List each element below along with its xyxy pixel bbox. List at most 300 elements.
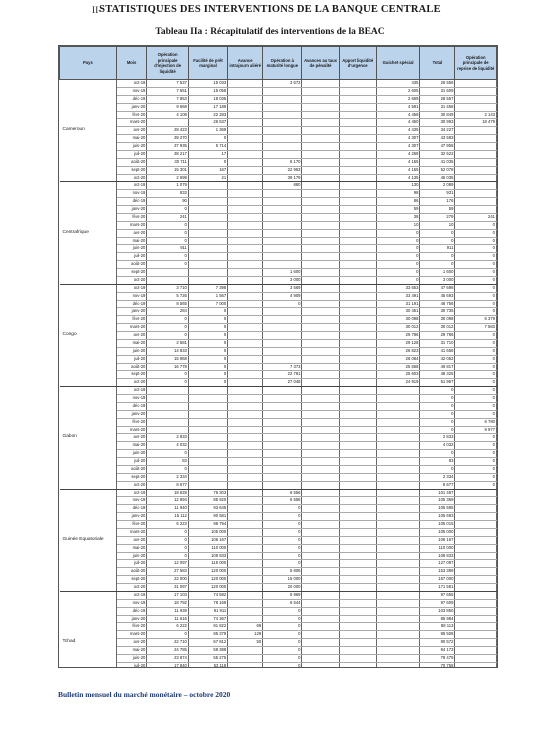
value-cell bbox=[228, 135, 263, 143]
value-cell: 25 603 bbox=[376, 371, 420, 379]
value-cell bbox=[263, 150, 302, 158]
value-cell: 0 bbox=[147, 332, 189, 340]
value-cell bbox=[376, 450, 420, 458]
month-cell: oct-20 bbox=[116, 584, 147, 592]
value-cell bbox=[263, 135, 302, 143]
value-cell: 0 bbox=[147, 379, 189, 387]
value-cell: 17 bbox=[188, 150, 227, 158]
value-cell bbox=[376, 489, 420, 497]
value-cell bbox=[339, 158, 376, 166]
value-cell bbox=[455, 521, 497, 529]
table-row bbox=[60, 442, 497, 450]
table-row bbox=[60, 111, 497, 119]
value-cell bbox=[339, 402, 376, 410]
value-cell: 11 616 bbox=[147, 615, 189, 623]
month-cell: juil-20 bbox=[116, 355, 147, 363]
value-cell: 0 bbox=[455, 465, 497, 473]
value-cell bbox=[376, 631, 420, 639]
value-cell bbox=[376, 387, 420, 395]
value-cell: 85 984 bbox=[420, 615, 455, 623]
value-cell bbox=[376, 552, 420, 560]
value-cell bbox=[376, 662, 420, 668]
month-cell: août-20 bbox=[116, 261, 147, 269]
value-cell: 9 977 bbox=[455, 426, 497, 434]
value-cell bbox=[263, 213, 302, 221]
value-cell: 3 000 bbox=[420, 276, 455, 284]
value-cell bbox=[455, 103, 497, 111]
value-cell bbox=[302, 276, 339, 284]
value-cell bbox=[339, 371, 376, 379]
value-cell: 0 bbox=[455, 481, 497, 489]
value-cell: 7 537 bbox=[147, 80, 189, 88]
value-cell bbox=[147, 119, 189, 127]
value-cell bbox=[228, 654, 263, 662]
page-title bbox=[0, 4, 540, 15]
value-cell bbox=[228, 269, 263, 277]
month-cell: janv-20 bbox=[116, 513, 147, 521]
table-row bbox=[60, 276, 497, 284]
table-row bbox=[60, 119, 497, 127]
value-cell: 22 283 bbox=[188, 111, 227, 119]
value-cell bbox=[188, 450, 227, 458]
value-cell: 0 bbox=[455, 221, 497, 229]
table-row bbox=[60, 87, 497, 95]
value-cell: 0 bbox=[420, 465, 455, 473]
value-cell: 0 bbox=[455, 379, 497, 387]
value-cell: 4 435 bbox=[376, 127, 420, 135]
table-row bbox=[60, 473, 497, 481]
value-cell bbox=[339, 95, 376, 103]
value-cell bbox=[188, 387, 227, 395]
value-cell bbox=[455, 87, 497, 95]
value-cell: 931 bbox=[420, 190, 455, 198]
value-cell bbox=[228, 410, 263, 418]
value-cell bbox=[228, 465, 263, 473]
value-cell bbox=[339, 150, 376, 158]
month-cell: déc-19 bbox=[116, 198, 147, 206]
column-header: Avance intrajourn aliéré bbox=[228, 47, 263, 80]
value-cell: 0 bbox=[263, 623, 302, 631]
value-cell: 0 bbox=[263, 300, 302, 308]
value-cell: 4 450 bbox=[376, 119, 420, 127]
value-cell bbox=[455, 497, 497, 505]
table-row bbox=[60, 639, 497, 647]
value-cell bbox=[188, 269, 227, 277]
value-cell bbox=[188, 402, 227, 410]
value-cell: 0 bbox=[455, 237, 497, 245]
section-number: II- bbox=[92, 5, 102, 15]
month-cell: juin-20 bbox=[116, 552, 147, 560]
value-cell bbox=[455, 158, 497, 166]
value-cell bbox=[302, 269, 339, 277]
value-cell bbox=[455, 166, 497, 174]
value-cell bbox=[339, 481, 376, 489]
value-cell bbox=[339, 261, 376, 269]
value-cell: 32 522 bbox=[420, 150, 455, 158]
table-row bbox=[60, 654, 497, 662]
month-cell: août-20 bbox=[116, 465, 147, 473]
value-cell: 0 bbox=[263, 513, 302, 521]
value-cell bbox=[302, 355, 339, 363]
value-cell bbox=[228, 213, 263, 221]
column-header: Pays bbox=[60, 47, 117, 80]
value-cell: 7 853 bbox=[147, 95, 189, 103]
value-cell: 4 155 bbox=[376, 166, 420, 174]
value-cell bbox=[228, 387, 263, 395]
value-cell bbox=[302, 379, 339, 387]
value-cell bbox=[302, 402, 339, 410]
value-cell bbox=[302, 552, 339, 560]
value-cell: 2 833 bbox=[420, 434, 455, 442]
value-cell bbox=[302, 182, 339, 190]
value-cell: 0 bbox=[263, 544, 302, 552]
value-cell: 0 bbox=[147, 261, 189, 269]
month-cell: janv-20 bbox=[116, 308, 147, 316]
value-cell bbox=[228, 434, 263, 442]
value-cell bbox=[147, 269, 189, 277]
value-cell bbox=[339, 591, 376, 599]
value-cell bbox=[455, 654, 497, 662]
value-cell bbox=[302, 261, 339, 269]
value-cell bbox=[339, 521, 376, 529]
value-cell: 25 668 bbox=[376, 363, 420, 371]
value-cell: 0 bbox=[147, 221, 189, 229]
table-body bbox=[60, 80, 497, 669]
month-cell: janv-20 bbox=[116, 410, 147, 418]
value-cell bbox=[228, 198, 263, 206]
table-row bbox=[60, 261, 497, 269]
value-cell: 0 bbox=[420, 395, 455, 403]
value-cell: 4 032 bbox=[147, 442, 189, 450]
value-cell: 33 653 bbox=[376, 284, 420, 292]
month-cell: mai-20 bbox=[116, 544, 147, 552]
value-cell bbox=[263, 103, 302, 111]
value-cell bbox=[376, 442, 420, 450]
month-cell: avr-20 bbox=[116, 229, 147, 237]
value-cell bbox=[188, 395, 227, 403]
month-cell: oct-19 bbox=[116, 284, 147, 292]
value-cell bbox=[263, 458, 302, 466]
value-cell bbox=[339, 182, 376, 190]
value-cell: 1 079 bbox=[147, 182, 189, 190]
value-cell: 9 668 bbox=[147, 103, 189, 111]
value-cell: 11 940 bbox=[147, 505, 189, 513]
value-cell bbox=[188, 442, 227, 450]
value-cell: 47 698 bbox=[420, 284, 455, 292]
value-cell bbox=[302, 521, 339, 529]
value-cell: 0 bbox=[188, 363, 227, 371]
table-row bbox=[60, 300, 497, 308]
value-cell: 15 000 bbox=[263, 576, 302, 584]
value-cell: 284 bbox=[147, 308, 189, 316]
value-cell bbox=[376, 402, 420, 410]
value-cell bbox=[228, 221, 263, 229]
value-cell: 30 098 bbox=[420, 316, 455, 324]
value-cell: 1 600 bbox=[263, 269, 302, 277]
value-cell bbox=[188, 465, 227, 473]
table-container bbox=[58, 45, 498, 668]
value-cell: 86 bbox=[376, 198, 420, 206]
value-cell: 0 bbox=[455, 458, 497, 466]
value-cell: 0 bbox=[263, 647, 302, 655]
value-cell: 5 714 bbox=[188, 143, 227, 151]
value-cell: 4 032 bbox=[420, 442, 455, 450]
value-cell: 7 373 bbox=[263, 363, 302, 371]
value-cell bbox=[455, 174, 497, 182]
value-cell: 27 048 bbox=[263, 379, 302, 387]
value-cell bbox=[228, 426, 263, 434]
value-cell bbox=[302, 143, 339, 151]
value-cell bbox=[263, 119, 302, 127]
value-cell: 435 bbox=[376, 80, 420, 88]
month-cell: déc-19 bbox=[116, 402, 147, 410]
value-cell: 105 585 bbox=[420, 505, 455, 513]
value-cell bbox=[302, 308, 339, 316]
value-cell bbox=[228, 521, 263, 529]
country-cell: Cameroun bbox=[60, 80, 117, 182]
value-cell: 6 556 bbox=[263, 497, 302, 505]
value-cell: 0 bbox=[420, 229, 455, 237]
table-row bbox=[60, 528, 497, 536]
column-header: Avances au taux de pénalité bbox=[302, 47, 339, 80]
value-cell bbox=[263, 442, 302, 450]
value-cell bbox=[376, 591, 420, 599]
table-row bbox=[60, 599, 497, 607]
value-cell bbox=[228, 363, 263, 371]
value-cell bbox=[339, 560, 376, 568]
value-cell bbox=[455, 182, 497, 190]
value-cell bbox=[339, 584, 376, 592]
value-cell: 106 167 bbox=[188, 536, 227, 544]
value-cell bbox=[376, 615, 420, 623]
value-cell: 4 458 bbox=[376, 111, 420, 119]
value-cell bbox=[376, 560, 420, 568]
value-cell bbox=[455, 544, 497, 552]
value-cell: 4 307 bbox=[376, 135, 420, 143]
value-cell bbox=[228, 552, 263, 560]
column-header: Opération principale de reprise de liquidité bbox=[455, 47, 497, 80]
column-header: Apport liquidité d'urgence bbox=[339, 47, 376, 80]
value-cell bbox=[302, 324, 339, 332]
value-cell bbox=[188, 426, 227, 434]
value-cell: 6 556 bbox=[263, 489, 302, 497]
table-row bbox=[60, 316, 497, 324]
value-cell bbox=[188, 481, 227, 489]
value-cell: 10 bbox=[376, 221, 420, 229]
value-cell: 0 bbox=[455, 284, 497, 292]
table-row bbox=[60, 489, 497, 497]
month-cell: févr-20 bbox=[116, 623, 147, 631]
value-cell: 28 557 bbox=[420, 95, 455, 103]
table-row bbox=[60, 198, 497, 206]
value-cell: 29 786 bbox=[420, 332, 455, 340]
value-cell: 0 bbox=[420, 410, 455, 418]
value-cell bbox=[302, 536, 339, 544]
value-cell: 0 bbox=[147, 229, 189, 237]
value-cell: 911 bbox=[420, 245, 455, 253]
month-cell: juin-20 bbox=[116, 143, 147, 151]
value-cell bbox=[339, 513, 376, 521]
value-cell: 22 953 bbox=[263, 166, 302, 174]
value-cell: 26 537 bbox=[188, 119, 227, 127]
value-cell bbox=[302, 371, 339, 379]
table-row bbox=[60, 387, 497, 395]
value-cell: 50 bbox=[228, 639, 263, 647]
value-cell bbox=[302, 654, 339, 662]
value-cell bbox=[339, 615, 376, 623]
value-cell: 46 756 bbox=[420, 300, 455, 308]
value-cell bbox=[228, 489, 263, 497]
value-cell: 24 785 bbox=[147, 647, 189, 655]
table-row bbox=[60, 418, 497, 426]
table-row bbox=[60, 607, 497, 615]
value-cell bbox=[228, 300, 263, 308]
value-cell: 30 711 bbox=[147, 158, 189, 166]
value-cell bbox=[302, 576, 339, 584]
value-cell bbox=[339, 300, 376, 308]
value-cell bbox=[228, 190, 263, 198]
value-cell bbox=[376, 418, 420, 426]
value-cell: 0 bbox=[263, 505, 302, 513]
value-cell: 85 508 bbox=[420, 631, 455, 639]
value-cell bbox=[302, 434, 339, 442]
value-cell: 0 bbox=[455, 363, 497, 371]
value-cell: 120 000 bbox=[188, 584, 227, 592]
value-cell: 0 bbox=[147, 536, 189, 544]
value-cell bbox=[302, 213, 339, 221]
table-row bbox=[60, 308, 497, 316]
value-cell bbox=[376, 473, 420, 481]
value-cell bbox=[455, 536, 497, 544]
value-cell bbox=[228, 143, 263, 151]
value-cell bbox=[302, 639, 339, 647]
value-cell bbox=[302, 607, 339, 615]
table-row bbox=[60, 174, 497, 182]
value-cell: 22 000 bbox=[147, 576, 189, 584]
value-cell bbox=[302, 103, 339, 111]
value-cell bbox=[339, 87, 376, 95]
value-cell: 103 850 bbox=[420, 607, 455, 615]
value-cell: 1 600 bbox=[420, 269, 455, 277]
table-row bbox=[60, 182, 497, 190]
value-cell bbox=[339, 339, 376, 347]
value-cell: 120 000 bbox=[188, 576, 227, 584]
value-cell: 120 000 bbox=[188, 568, 227, 576]
value-cell bbox=[339, 190, 376, 198]
value-cell bbox=[339, 647, 376, 655]
value-cell bbox=[339, 395, 376, 403]
value-cell bbox=[302, 158, 339, 166]
value-cell bbox=[302, 237, 339, 245]
value-cell bbox=[302, 316, 339, 324]
value-cell bbox=[188, 458, 227, 466]
value-cell: 5 726 bbox=[147, 292, 189, 300]
value-cell: 17 189 bbox=[188, 103, 227, 111]
value-cell: 1 369 bbox=[188, 127, 227, 135]
value-cell bbox=[228, 245, 263, 253]
value-cell bbox=[455, 560, 497, 568]
table-row bbox=[60, 497, 497, 505]
country-cell: Centrafrique bbox=[60, 182, 117, 284]
value-cell: 127 097 bbox=[420, 560, 455, 568]
value-cell bbox=[228, 402, 263, 410]
value-cell bbox=[302, 599, 339, 607]
table-row bbox=[60, 166, 497, 174]
value-cell bbox=[302, 87, 339, 95]
table-row bbox=[60, 355, 497, 363]
value-cell: 0 bbox=[376, 261, 420, 269]
value-cell: 110 000 bbox=[420, 544, 455, 552]
value-cell bbox=[228, 544, 263, 552]
value-cell: 4 268 bbox=[376, 150, 420, 158]
value-cell bbox=[228, 505, 263, 513]
value-cell bbox=[302, 221, 339, 229]
value-cell: 0 bbox=[455, 229, 497, 237]
value-cell: 4 909 bbox=[263, 292, 302, 300]
value-cell bbox=[263, 387, 302, 395]
value-cell bbox=[228, 87, 263, 95]
value-cell: 0 bbox=[376, 276, 420, 284]
value-cell: 153 389 bbox=[420, 568, 455, 576]
month-cell: févr-20 bbox=[116, 521, 147, 529]
value-cell: 67 812 bbox=[188, 639, 227, 647]
value-cell bbox=[228, 379, 263, 387]
value-cell bbox=[339, 324, 376, 332]
month-cell: nov-19 bbox=[116, 87, 147, 95]
table-row bbox=[60, 395, 497, 403]
value-cell bbox=[263, 229, 302, 237]
value-cell bbox=[302, 135, 339, 143]
value-cell: 0 bbox=[455, 402, 497, 410]
value-cell bbox=[228, 607, 263, 615]
table-row bbox=[60, 221, 497, 229]
value-cell bbox=[302, 465, 339, 473]
table-row bbox=[60, 229, 497, 237]
value-cell: 39 179 bbox=[263, 174, 302, 182]
value-cell bbox=[263, 253, 302, 261]
value-cell bbox=[339, 363, 376, 371]
value-cell: 39 270 bbox=[147, 135, 189, 143]
value-cell bbox=[339, 292, 376, 300]
table-row bbox=[60, 332, 497, 340]
value-cell: 88 113 bbox=[420, 623, 455, 631]
value-cell bbox=[339, 418, 376, 426]
value-cell: 0 bbox=[147, 316, 189, 324]
month-cell: mai-20 bbox=[116, 339, 147, 347]
value-cell: 6 780 bbox=[455, 418, 497, 426]
value-cell: 0 bbox=[420, 418, 455, 426]
value-cell: 4 108 bbox=[147, 111, 189, 119]
value-cell: 0 bbox=[455, 473, 497, 481]
value-cell bbox=[339, 347, 376, 355]
table-row bbox=[60, 371, 497, 379]
value-cell: 105 015 bbox=[420, 521, 455, 529]
value-cell bbox=[228, 174, 263, 182]
value-cell: 0 bbox=[455, 450, 497, 458]
value-cell: 31 458 bbox=[420, 103, 455, 111]
value-cell: 8 565 bbox=[147, 300, 189, 308]
table-row bbox=[60, 245, 497, 253]
value-cell bbox=[339, 135, 376, 143]
value-cell bbox=[263, 418, 302, 426]
value-cell bbox=[376, 568, 420, 576]
value-cell: 167 bbox=[188, 166, 227, 174]
value-cell: 7 651 bbox=[147, 87, 189, 95]
month-cell: mars-20 bbox=[116, 528, 147, 536]
month-cell: juin-20 bbox=[116, 347, 147, 355]
value-cell bbox=[302, 198, 339, 206]
value-cell: 0 bbox=[455, 300, 497, 308]
